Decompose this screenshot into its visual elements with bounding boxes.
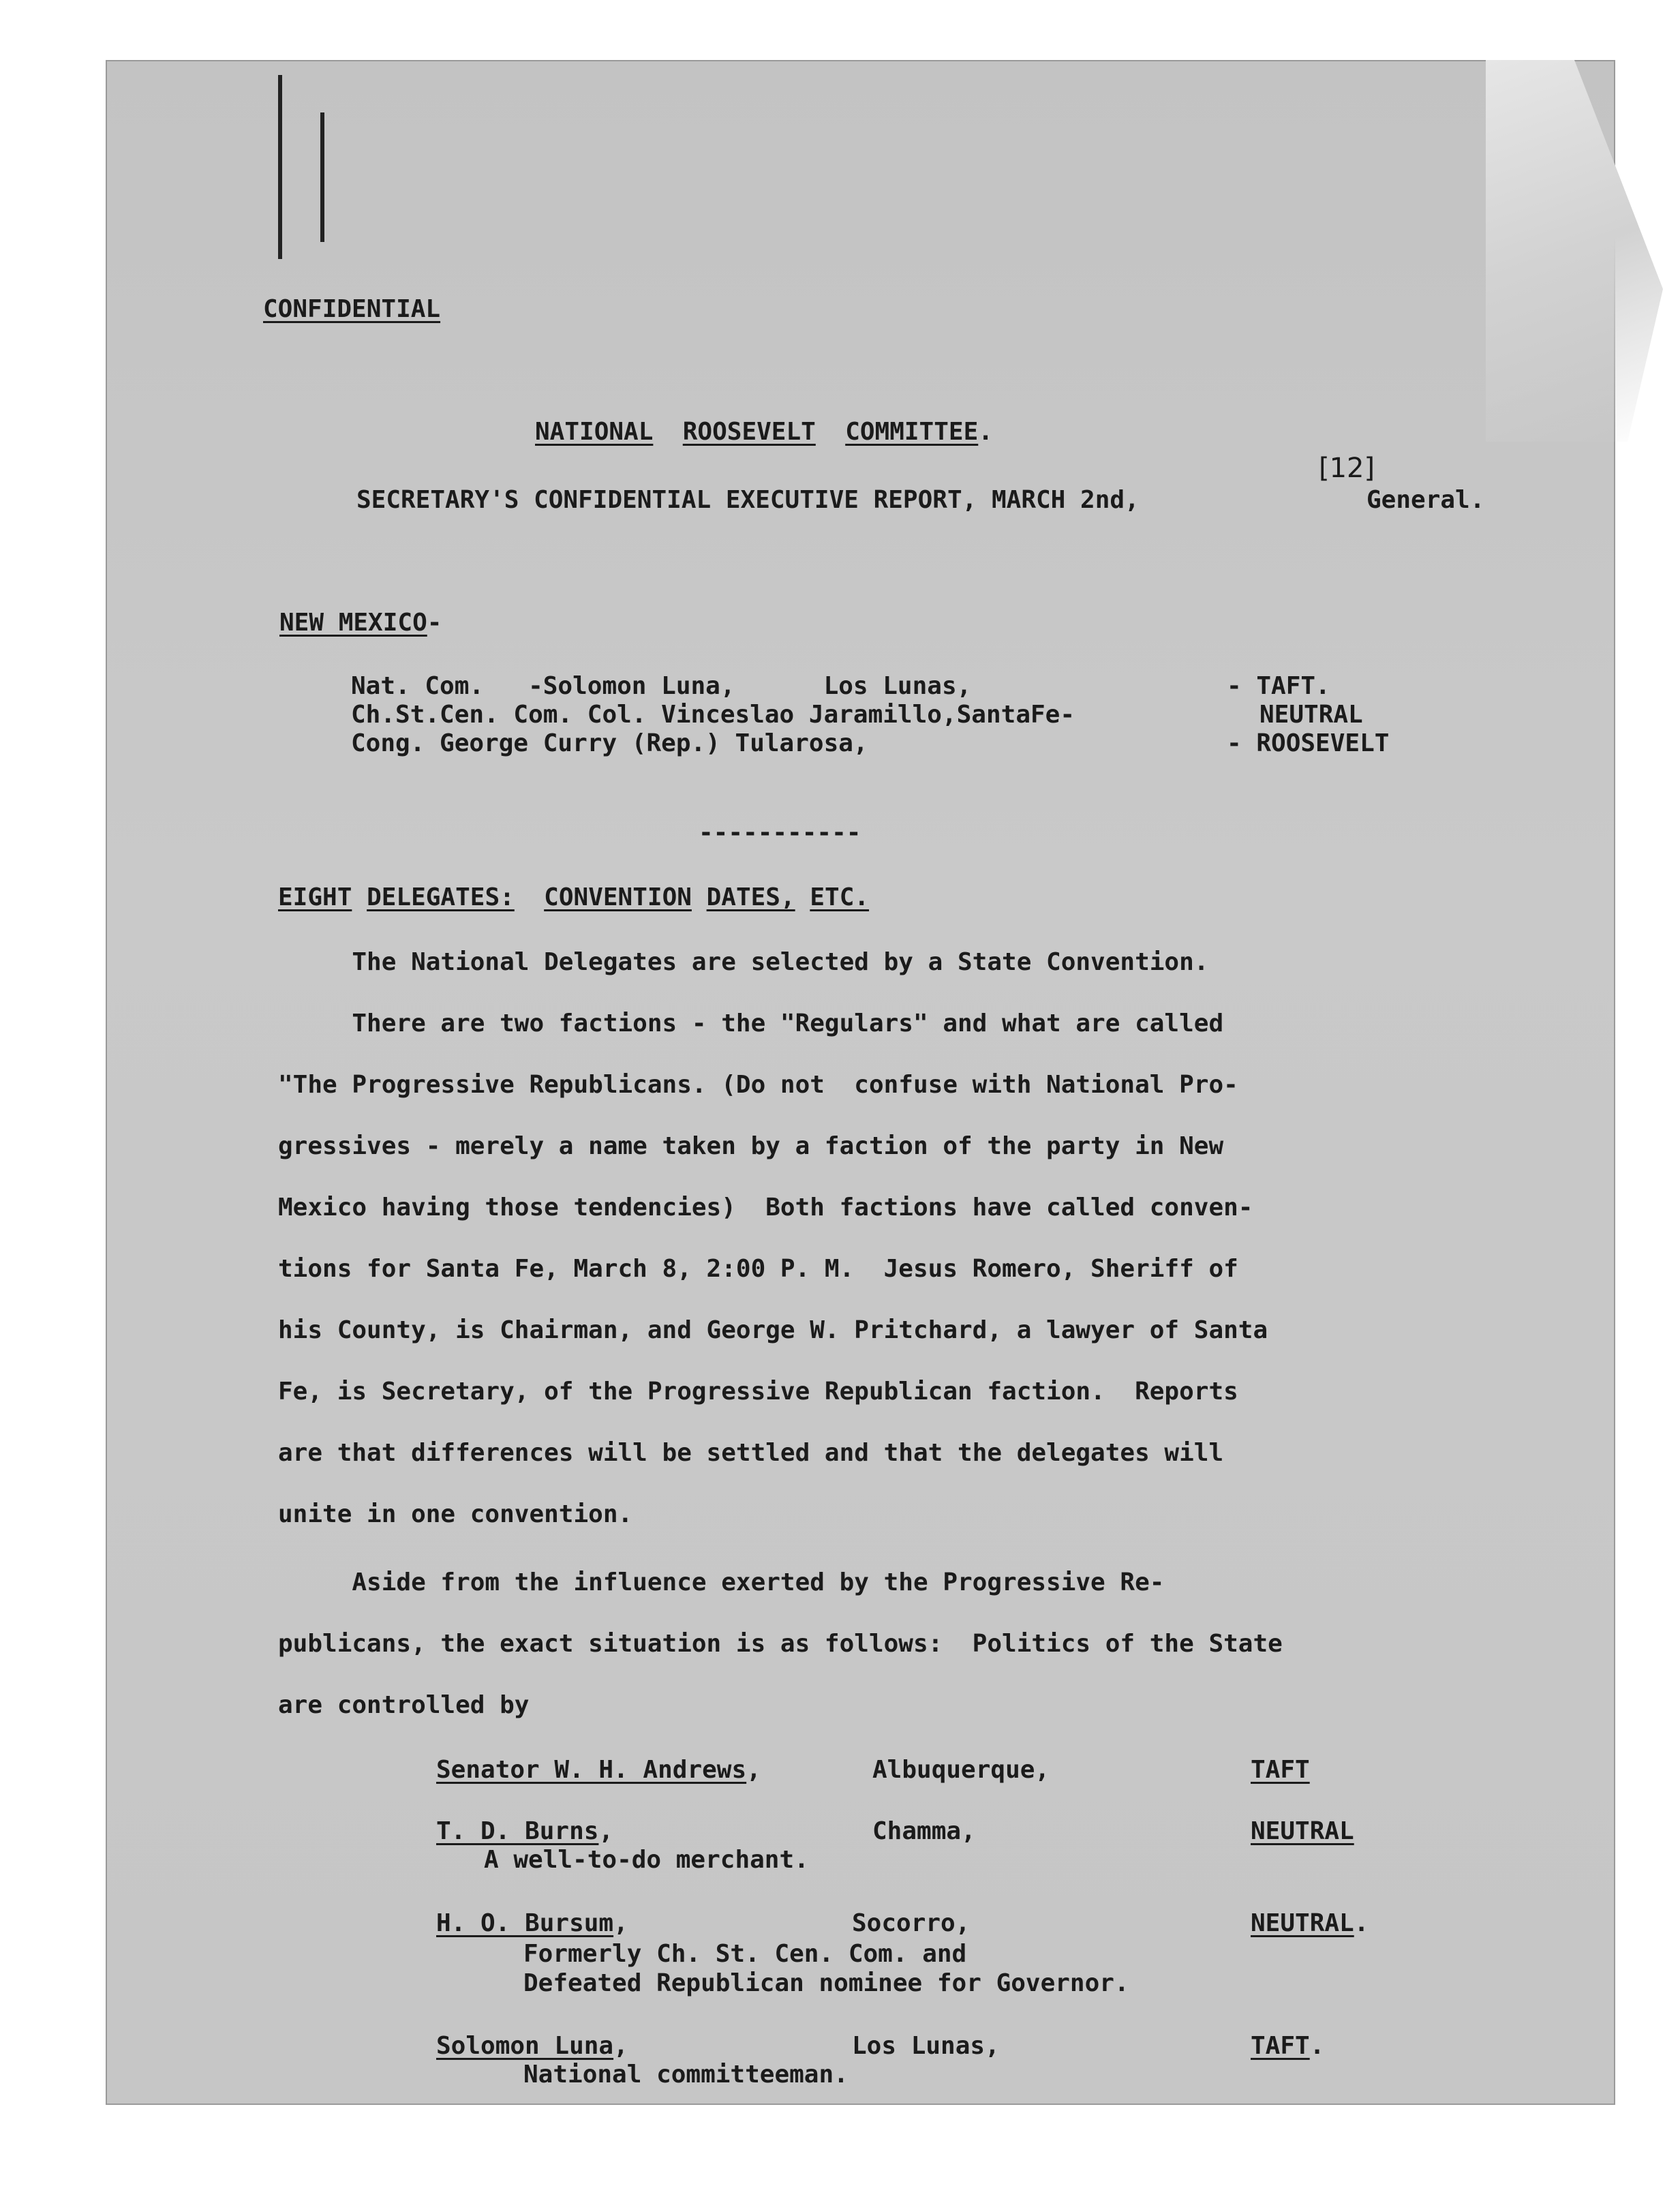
section-heading [278, 883, 869, 913]
margin-mark [320, 112, 324, 242]
body-line: are that differences will be settled and that the delegates will [278, 1439, 1224, 1467]
body-line: "The Progressive Republicans. (Do not confuse with National Pro- [278, 1071, 1238, 1099]
title-word: COMMITTEE [845, 418, 979, 446]
state-heading-dash: - [427, 609, 442, 637]
official-row: Ch.St.Cen. Com. Col. Vinceslao Jaramillo,SantaFe- [351, 701, 1075, 729]
body-line: his County, is Chairman, and George W. Pritchard, a lawyer of Santa [278, 1316, 1268, 1344]
section-divider: ----------- [699, 819, 861, 847]
official-row: Cong. George Curry (Rep.) Tularosa, [351, 729, 868, 757]
section-word: DATES, [706, 883, 795, 911]
state-heading [279, 608, 442, 638]
controller-place: Los Lunas, [852, 2032, 1000, 2060]
section-word: CONVENTION [544, 883, 692, 911]
controller-status: TAFT. [1251, 2032, 1325, 2060]
body-line: tions for Santa Fe, March 8, 2:00 P. M. Jesus Romero, Sheriff of [278, 1255, 1238, 1283]
official-status: - TAFT. [1227, 672, 1330, 700]
report-subtitle: SECRETARY'S CONFIDENTIAL EXECUTIVE REPORT, MARCH 2nd, [356, 486, 1140, 514]
title-period: . [978, 418, 993, 446]
title-word: NATIONAL [535, 418, 654, 446]
margin-mark [278, 75, 282, 259]
section-word: EIGHT [278, 883, 352, 911]
report-subtitle-end: General. [1366, 486, 1485, 514]
controller-place: Albuquerque, [872, 1756, 1050, 1784]
controller-name: T. D. Burns, [436, 1817, 614, 1845]
body-line: are controlled by [278, 1691, 530, 1719]
controller-status: NEUTRAL [1251, 1817, 1354, 1845]
body-line: publicans, the exact situation is as follows: Politics of the State [278, 1630, 1283, 1658]
body-line: gressives - merely a name taken by a faction of the party in New [278, 1132, 1224, 1160]
controller-place: Chamma, [872, 1817, 976, 1845]
controller-note: Formerly Ch. St. Cen. Com. and [523, 1940, 967, 1968]
body-line: There are two factions - the "Regulars" and what are called [278, 1010, 1224, 1037]
controller-name: Senator W. H. Andrews, [436, 1756, 761, 1784]
controller-name: H. O. Bursum, [436, 1909, 628, 1937]
section-word: DELEGATES: [367, 883, 515, 911]
controller-place: Socorro, [852, 1909, 971, 1937]
body-line: unite in one convention. [278, 1500, 633, 1528]
title-word: ROOSEVELT [682, 418, 816, 446]
body-line: Fe, is Secretary, of the Progressive Republican faction. Reports [278, 1378, 1238, 1406]
report-title [535, 417, 993, 447]
official-status: NEUTRAL [1259, 701, 1363, 729]
controller-name: Solomon Luna, [436, 2032, 628, 2060]
section-word: ETC. [810, 883, 870, 911]
controller-note: Defeated Republican nominee for Governor. [523, 1969, 1129, 1997]
body-line: Aside from the influence exerted by the Progressive Re- [278, 1568, 1165, 1596]
controller-note: A well-to-do merchant. [484, 1846, 809, 1874]
controller-status: NEUTRAL. [1251, 1909, 1369, 1937]
body-line: The National Delegates are selected by a State Convention. [278, 948, 1209, 976]
official-status: - ROOSEVELT [1227, 729, 1390, 757]
controller-note: National committeeman. [523, 2061, 849, 2089]
state-name: NEW MEXICO [279, 609, 427, 637]
official-row: Nat. Com. -Solomon Luna, Los Lunas, [351, 672, 972, 700]
folded-corner [1486, 60, 1663, 442]
body-line: Mexico having those tendencies) Both factions have called conven- [278, 1194, 1253, 1221]
controller-status: TAFT [1251, 1756, 1310, 1784]
confidential-label: CONFIDENTIAL [263, 295, 441, 323]
page-number-mark: [12] [1319, 453, 1375, 484]
